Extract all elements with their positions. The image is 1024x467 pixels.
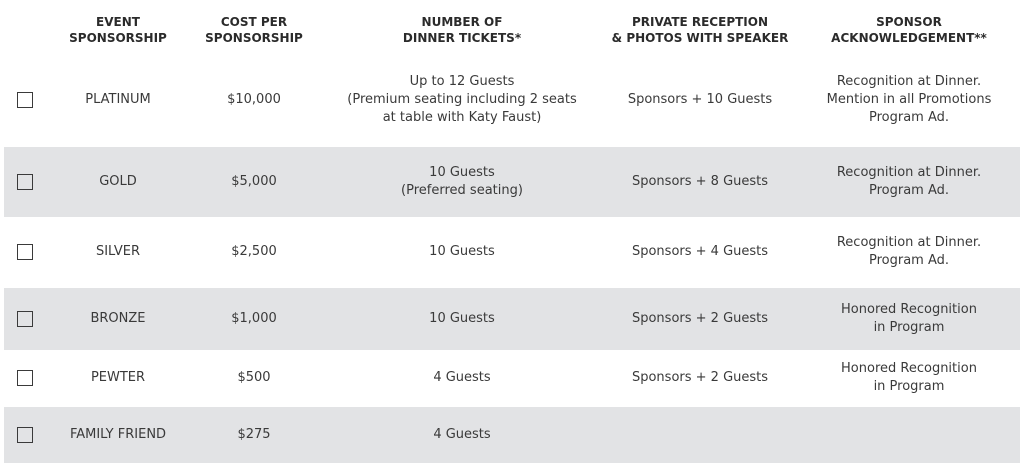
- header-sponsor-acknowledgement: SPONSOR ACKNOWLEDGEMENT**: [831, 15, 987, 45]
- select-checkbox-family-friend[interactable]: [17, 427, 33, 443]
- select-checkbox-silver[interactable]: [17, 244, 33, 260]
- select-checkbox-gold[interactable]: [17, 174, 33, 190]
- dinner-tickets: 10 Guests (Preferred seating): [401, 165, 523, 198]
- private-reception: Sponsors + 8 Guests: [631, 174, 769, 189]
- table-row-bronze: [4, 288, 1020, 350]
- table-row-platinum: [4, 64, 1020, 136]
- sponsorship-level: GOLD: [99, 174, 137, 189]
- header-private-reception: PRIVATE RECEPTION & PHOTOS WITH SPEAKER: [611, 15, 789, 45]
- sponsorship-cost: $5,000: [231, 174, 277, 189]
- sponsorship-level: SILVER: [95, 244, 141, 259]
- sponsor-acknowledgement: Recognition at Dinner. Mention in all Promotions Program Ad.: [826, 74, 992, 125]
- sponsor-acknowledgement: Recognition at Dinner. Program Ad.: [836, 165, 982, 198]
- sponsorship-cost: $2,500: [231, 244, 277, 259]
- dinner-tickets: Up to 12 Guests (Premium seating including 2 seats at table with Katy Faust): [347, 74, 577, 125]
- sponsor-acknowledgement: Recognition at Dinner. Program Ad.: [836, 235, 982, 268]
- select-checkbox-pewter[interactable]: [17, 370, 33, 386]
- sponsorship-cost: $1,000: [231, 311, 277, 326]
- sponsorship-cost: $275: [237, 427, 271, 442]
- table-row-family-friend: [4, 407, 1020, 463]
- private-reception: Sponsors + 2 Guests: [631, 370, 769, 385]
- sponsor-acknowledgement: Honored Recognition in Program: [841, 361, 977, 394]
- dinner-tickets: 4 Guests: [433, 427, 491, 442]
- header-cost-per-sponsorship: COST PER SPONSORSHIP: [205, 15, 303, 45]
- private-reception: Sponsors + 10 Guests: [627, 92, 773, 107]
- private-reception: Sponsors + 4 Guests: [631, 244, 769, 259]
- private-reception: [602, 407, 798, 463]
- table-row-silver: [4, 218, 1020, 286]
- table-row-pewter: [4, 350, 1020, 406]
- dinner-tickets: 4 Guests: [433, 370, 491, 385]
- sponsorship-level: PEWTER: [90, 370, 146, 385]
- sponsorship-cost: $10,000: [227, 92, 281, 107]
- header-dinner-tickets: NUMBER OF DINNER TICKETS*: [402, 15, 522, 45]
- sponsorship-level: FAMILY FRIEND: [69, 427, 167, 442]
- private-reception: Sponsors + 2 Guests: [631, 311, 769, 326]
- sponsorship-level: BRONZE: [90, 311, 146, 326]
- select-checkbox-bronze[interactable]: [17, 311, 33, 327]
- select-checkbox-platinum[interactable]: [17, 92, 33, 108]
- dinner-tickets: 10 Guests: [429, 311, 495, 326]
- sponsor-acknowledgement: [814, 407, 1004, 463]
- table-row-gold: [4, 147, 1020, 217]
- dinner-tickets: 10 Guests: [429, 244, 495, 259]
- sponsorship-level: PLATINUM: [85, 92, 151, 107]
- sponsorship-cost: $500: [237, 370, 271, 385]
- table-header: [0, 0, 1024, 62]
- sponsor-acknowledgement: Honored Recognition in Program: [841, 302, 977, 335]
- header-event-sponsorship: EVENT SPONSORSHIP: [69, 15, 167, 45]
